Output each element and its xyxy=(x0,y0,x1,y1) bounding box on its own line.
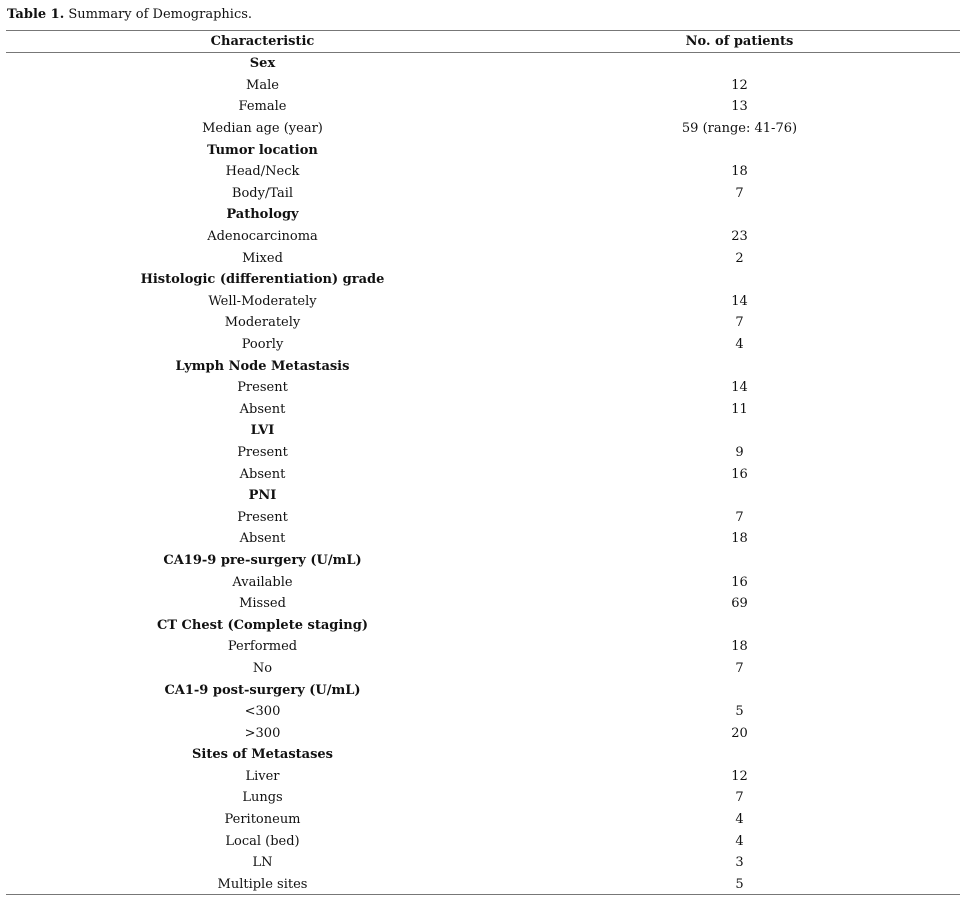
table-group-row xyxy=(6,679,960,701)
table-row xyxy=(6,506,960,528)
characteristic-cell: <300 xyxy=(244,704,281,720)
patients-cell: 20 xyxy=(731,725,748,741)
table-row xyxy=(6,442,960,464)
patients-cell: 12 xyxy=(731,768,748,784)
patients-cell: 69 xyxy=(731,596,748,612)
header-no-of-patients: No. of patients xyxy=(685,34,794,49)
table-row xyxy=(6,830,960,852)
table-group-row xyxy=(6,204,960,226)
table-group-row xyxy=(6,269,960,291)
group-heading: CA19-9 pre-surgery (U/mL) xyxy=(163,552,362,568)
table-group-row xyxy=(6,139,960,161)
patients-cell: 2 xyxy=(735,250,744,266)
table-row xyxy=(6,658,960,680)
table-row xyxy=(6,161,960,183)
patients-cell: 7 xyxy=(735,315,744,331)
patients-cell: 16 xyxy=(731,574,748,590)
patients-cell: 7 xyxy=(735,660,744,676)
table-header-row xyxy=(6,31,960,52)
table-row xyxy=(6,334,960,356)
patients-cell: 23 xyxy=(731,229,748,245)
characteristic-cell: Liver xyxy=(245,768,280,784)
table-row xyxy=(6,312,960,334)
group-heading: CA1-9 post-surgery (U/mL) xyxy=(164,682,361,698)
table-row xyxy=(6,766,960,788)
group-heading: Lymph Node Metastasis xyxy=(175,358,350,374)
table-row xyxy=(6,809,960,831)
patients-cell: 59 (range: 41-76) xyxy=(681,121,798,137)
table-row xyxy=(6,226,960,248)
table-group-row xyxy=(6,744,960,766)
patients-cell: 7 xyxy=(735,185,744,201)
patients-cell: 13 xyxy=(731,99,748,115)
characteristic-cell: Absent xyxy=(239,531,286,547)
table-row xyxy=(6,852,960,874)
characteristic-cell: Multiple sites xyxy=(217,876,308,892)
patients-cell: 7 xyxy=(735,790,744,806)
characteristic-cell: LN xyxy=(252,855,273,871)
group-heading: CT Chest (Complete staging) xyxy=(157,617,368,633)
table-row xyxy=(6,96,960,118)
table-body xyxy=(6,53,960,895)
table-row xyxy=(6,528,960,550)
patients-cell: 5 xyxy=(735,876,744,892)
characteristic-cell: Present xyxy=(237,444,288,460)
characteristic-cell: Mixed xyxy=(242,250,283,266)
table-row xyxy=(6,291,960,313)
characteristic-cell: Local (bed) xyxy=(225,833,300,849)
characteristic-cell: Head/Neck xyxy=(225,164,300,180)
table-row xyxy=(6,118,960,140)
table-row xyxy=(6,183,960,205)
patients-cell: 4 xyxy=(735,812,744,828)
group-heading: Histologic (differentiation) grade xyxy=(140,272,385,288)
characteristic-cell: Male xyxy=(246,77,279,93)
characteristic-cell: Well-Moderately xyxy=(208,293,317,309)
patients-cell: 3 xyxy=(735,855,744,871)
characteristic-cell: No xyxy=(252,660,273,676)
characteristic-cell: Peritoneum xyxy=(224,812,301,828)
patients-cell: 7 xyxy=(735,509,744,525)
table-row xyxy=(6,377,960,399)
patients-cell: 16 xyxy=(731,466,748,482)
patients-cell: 18 xyxy=(731,531,748,547)
table-group-row xyxy=(6,355,960,377)
characteristic-cell: Present xyxy=(237,380,288,396)
table-group-row xyxy=(6,614,960,636)
characteristic-cell: Moderately xyxy=(224,315,301,331)
characteristic-cell: Absent xyxy=(239,466,286,482)
patients-cell: 5 xyxy=(735,704,744,720)
table-row xyxy=(6,399,960,421)
table-bottom-rule xyxy=(6,894,960,895)
patients-cell: 4 xyxy=(735,833,744,849)
characteristic-cell: Missed xyxy=(239,596,286,612)
table-row xyxy=(6,593,960,615)
group-heading: LVI xyxy=(250,423,275,439)
characteristic-cell: Poorly xyxy=(241,337,284,353)
characteristic-cell: Female xyxy=(238,99,287,115)
table-row xyxy=(6,463,960,485)
patients-cell: 18 xyxy=(731,639,748,655)
characteristic-cell: Present xyxy=(237,509,288,525)
table-row xyxy=(6,247,960,269)
patients-cell: 11 xyxy=(731,401,748,417)
group-heading: PNI xyxy=(248,488,277,504)
characteristic-cell: Absent xyxy=(239,401,286,417)
table-group-row xyxy=(6,550,960,572)
characteristic-cell: Lungs xyxy=(242,790,283,806)
table-row xyxy=(6,636,960,658)
table-row xyxy=(6,571,960,593)
patients-cell: 4 xyxy=(735,337,744,353)
characteristic-cell: Body/Tail xyxy=(231,185,294,201)
table-caption-label: Table 1. xyxy=(7,7,65,22)
table-row xyxy=(6,722,960,744)
table-caption xyxy=(7,6,252,24)
group-heading: Tumor location xyxy=(207,142,318,158)
group-heading: Pathology xyxy=(226,207,299,223)
table-row xyxy=(6,75,960,97)
group-heading: Sites of Metastases xyxy=(192,747,333,763)
patients-cell: 14 xyxy=(731,380,748,396)
patients-cell: 14 xyxy=(731,293,748,309)
patients-cell: 9 xyxy=(735,444,744,460)
table-row xyxy=(6,787,960,809)
table-group-row xyxy=(6,420,960,442)
group-heading: Sex xyxy=(249,56,276,72)
table-caption-text: Summary of Demographics. xyxy=(68,7,253,22)
table-row xyxy=(6,701,960,723)
characteristic-cell: Available xyxy=(232,574,293,590)
table-row xyxy=(6,874,960,896)
patients-cell: 12 xyxy=(731,77,748,93)
patients-cell: 18 xyxy=(731,164,748,180)
table-group-row xyxy=(6,53,960,75)
characteristic-cell: Performed xyxy=(227,639,298,655)
characteristic-cell: >300 xyxy=(244,725,281,741)
header-characteristic: Characteristic xyxy=(210,34,315,49)
table-group-row xyxy=(6,485,960,507)
characteristic-cell: Median age (year) xyxy=(202,121,323,137)
characteristic-cell: Adenocarcinoma xyxy=(207,229,318,245)
